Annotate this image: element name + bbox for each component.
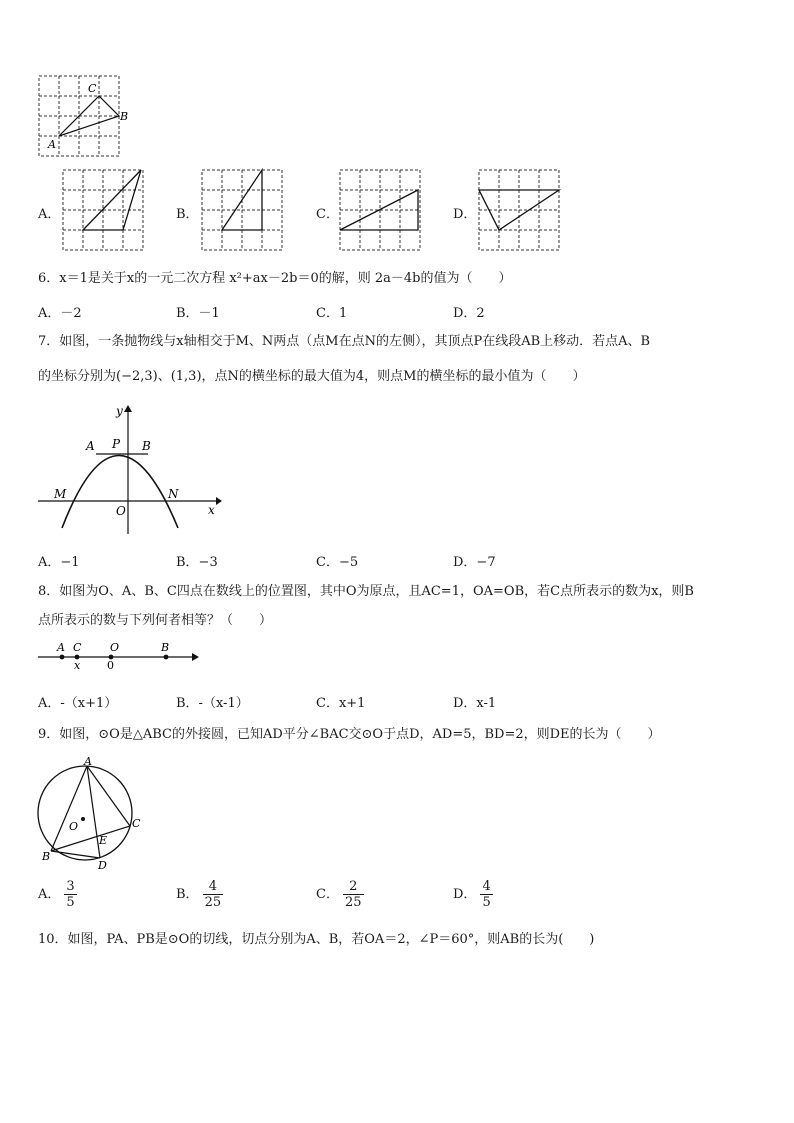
- q7-label-o: O: [116, 504, 126, 518]
- q8-label-c: C: [73, 641, 82, 654]
- q9-option-b-label: B．: [176, 887, 199, 902]
- q5-option-c-label[interactable]: C．: [316, 207, 339, 222]
- q5-option-a-label[interactable]: A．: [38, 207, 61, 222]
- q7-option-d[interactable]: D．−7: [453, 555, 496, 570]
- q5-option-d-label[interactable]: D．: [453, 207, 477, 222]
- q7-question-line1: 7．如图，一条抛物线与x轴相交于M、N两点（点M在点N的左侧），其顶点P在线段AB上移动．若点A、B: [38, 334, 651, 349]
- q6-question-text: 6．x＝1是关于x的一元二次方程 x²+ax－2b＝0的解，则 2a－4b的值为（ ）: [38, 271, 512, 286]
- q10-question-text: 10．如图，PA、PB是⊙O的切线，切点分别为A、B，若OA＝2，∠P＝60°，则AB的长为( ): [38, 932, 595, 947]
- q5-label-a: A: [48, 138, 56, 151]
- q9-option-a[interactable]: [38, 879, 77, 910]
- q9-option-b-fraction: $\frac{4}{25}$: [204, 879, 222, 910]
- q5-option-b-label[interactable]: B．: [176, 207, 199, 222]
- q5-label-c: C: [88, 82, 97, 95]
- q8-label-zero: 0: [107, 659, 114, 672]
- q9-option-d-label: D．: [453, 887, 477, 902]
- q8-label-x: x: [74, 659, 81, 672]
- q7-option-a[interactable]: A．−1: [38, 555, 80, 570]
- q9-circle: [38, 766, 132, 860]
- q5-option-c-figure[interactable]: [337, 166, 423, 252]
- q9-label-a: A: [84, 755, 92, 768]
- q9-option-d[interactable]: [453, 879, 493, 910]
- q6-option-d[interactable]: D．2: [453, 306, 485, 321]
- q8-option-a[interactable]: A．-（x+1）: [38, 696, 118, 711]
- q9-label-c: C: [132, 817, 141, 830]
- q7-label-b: B: [142, 439, 151, 453]
- q9-label-o: O: [69, 820, 79, 833]
- q6-option-a[interactable]: A．－2: [38, 306, 82, 321]
- q7-label-x: x: [208, 503, 215, 517]
- q5-option-a-figure[interactable]: [60, 166, 144, 252]
- q9-option-a-label: A．: [38, 887, 61, 902]
- q9-label-d: D: [98, 859, 107, 872]
- q8-question-line2: 点所表示的数与下列何者相等？（ ）: [38, 613, 273, 628]
- q6-option-c[interactable]: C．1: [316, 306, 348, 321]
- q5-option-d-figure[interactable]: [476, 166, 562, 252]
- q7-option-c[interactable]: C．−5: [316, 555, 359, 570]
- q8-question-line1: 8．如图为O、A、B、C四点在数线上的位置图，其中O为原点，且AC=1，OA=OB，若C点所表示的数为x，则B: [38, 584, 694, 599]
- q8-label-o: O: [110, 641, 120, 654]
- q9-question-text: 9．如图，⊙O是△ABC的外接圆，已知AD平分∠BAC交⊙O于点D，AD=5，BD=2，则DE的长为（ ）: [38, 727, 661, 742]
- q6-option-b[interactable]: B．－1: [176, 306, 220, 321]
- q7-option-b[interactable]: B．−3: [176, 555, 218, 570]
- q8-option-d[interactable]: D．x-1: [453, 696, 497, 711]
- q7-label-y: y: [116, 404, 123, 418]
- q8-label-b: B: [161, 641, 170, 654]
- q7-label-p: P: [112, 437, 121, 451]
- q9-option-c-fraction: $\frac{2}{25}$: [344, 879, 362, 910]
- q9-option-b[interactable]: [176, 879, 223, 910]
- q8-option-c[interactable]: C．x+1: [316, 696, 366, 711]
- q7-label-n: N: [168, 487, 179, 501]
- q9-circle-figure: [34, 756, 150, 874]
- q5-main-figure: [36, 74, 129, 158]
- q7-label-a: A: [86, 439, 95, 453]
- q9-label-b: B: [42, 850, 51, 863]
- q8-label-a: A: [57, 641, 65, 654]
- q7-question-line2: 的坐标分别为(−2,3)、(1,3)，点N的横坐标的最大值为4，则点M的横坐标的最小值为（ ）: [38, 369, 586, 384]
- q7-label-m: M: [54, 487, 67, 501]
- q8-number-line-figure: [36, 638, 202, 672]
- q5-label-b: B: [120, 110, 129, 123]
- q8-option-b[interactable]: B．-（x-1）: [176, 696, 249, 711]
- q9-option-d-fraction: $\frac{4}{5}$: [482, 879, 491, 910]
- q5-option-b-figure[interactable]: [199, 166, 283, 252]
- q9-option-c-label: C．: [316, 887, 339, 902]
- q7-parabola-figure: [36, 402, 226, 542]
- q9-label-e: E: [99, 834, 108, 847]
- q9-option-a-fraction: $\frac{3}{5}$: [66, 879, 75, 910]
- q9-option-c[interactable]: [316, 879, 364, 910]
